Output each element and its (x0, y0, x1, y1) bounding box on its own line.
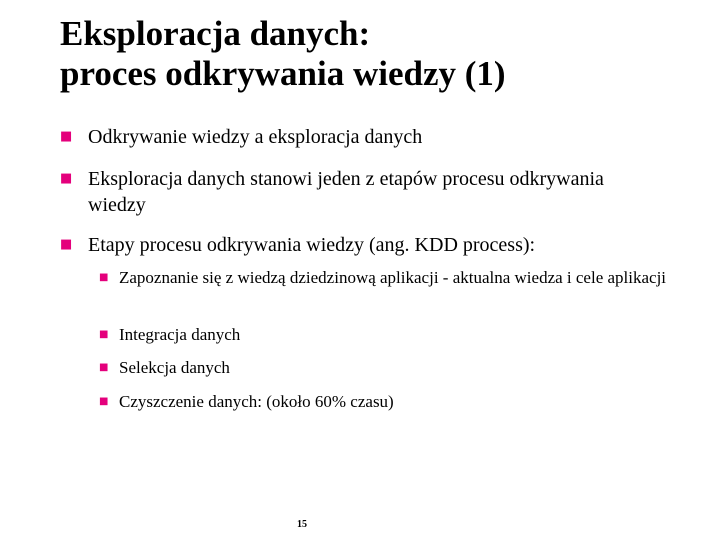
sub-bullet-text: Zapoznanie się z wiedzą dziedzinową aplikacji - aktualna wiedza i cele aplikacji (119, 268, 667, 287)
square-bullet-icon: ■ (60, 171, 73, 186)
bullet-text: Odkrywanie wiedzy a eksploracja danych (88, 126, 423, 148)
page-number: 15 (297, 519, 307, 530)
square-bullet-icon: ■ (60, 237, 73, 252)
slide-title-line-2: proces odkrywania wiedzy (1) (60, 54, 506, 93)
bullet-text: Eksploracja danych stanowi jeden z etapów procesu odkrywania wiedzy (88, 168, 604, 216)
square-bullet-icon: ■ (99, 396, 109, 407)
square-bullet-icon: ■ (99, 272, 109, 283)
slide-title-line-1: Eksploracja danych: (60, 14, 371, 53)
bullet-text: Etapy procesu odkrywania wiedzy (ang. KDD process): (88, 234, 536, 256)
slide-title (60, 14, 680, 94)
square-bullet-icon: ■ (60, 129, 73, 144)
sub-bullet-text: Integracja danych (119, 325, 241, 344)
sub-bullet-text: Selekcja danych (119, 358, 230, 377)
square-bullet-icon: ■ (99, 362, 109, 373)
square-bullet-icon: ■ (99, 329, 109, 340)
sub-bullet-text: Czyszczenie danych: (około 60% czasu) (119, 392, 394, 411)
